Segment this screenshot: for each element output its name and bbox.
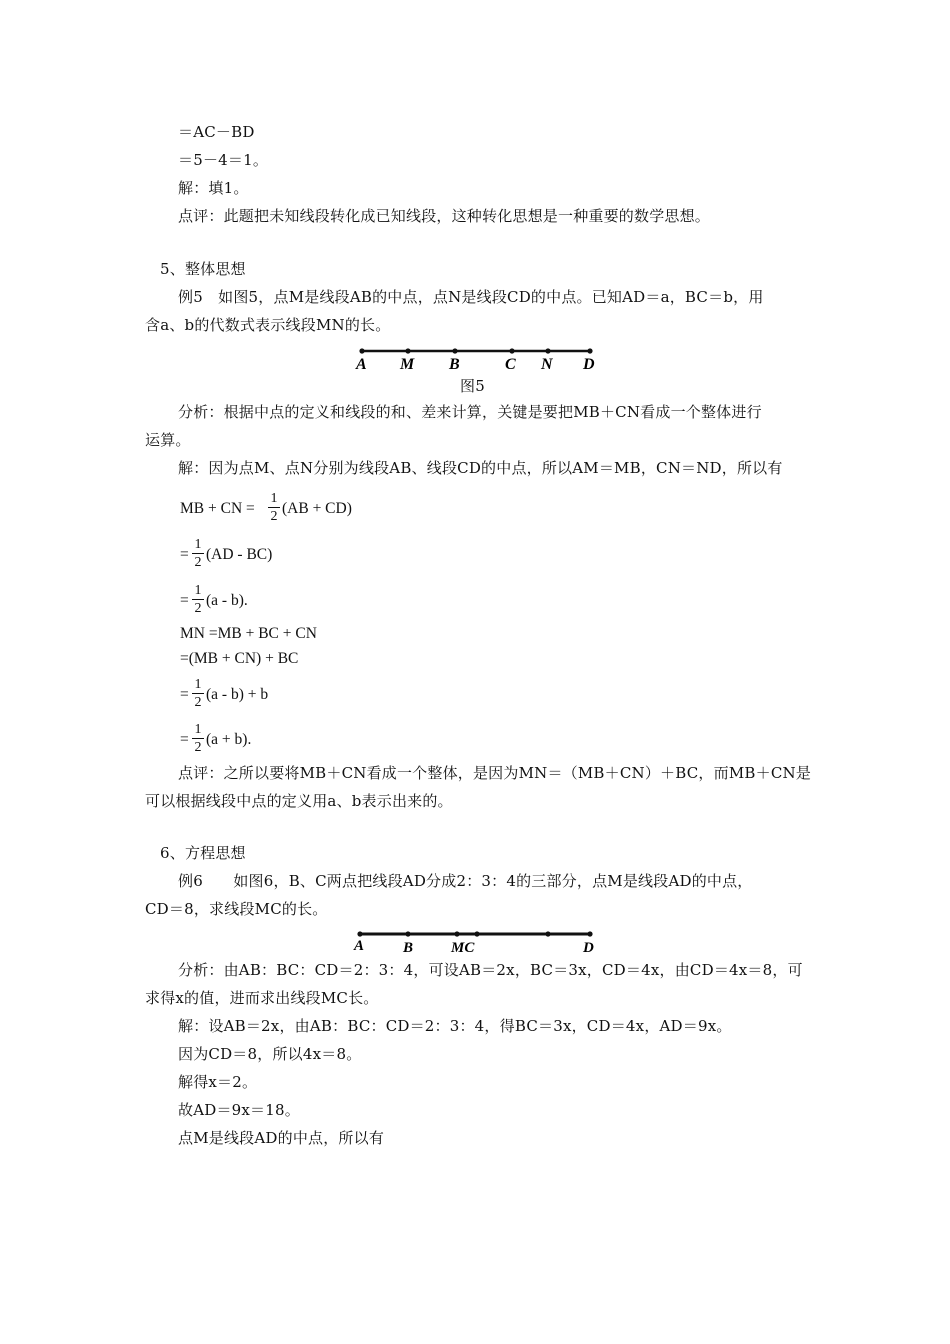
- point-b: [452, 348, 457, 353]
- equation-6-right: (a - b) + b: [206, 686, 269, 703]
- equation-3-left: =: [180, 592, 189, 609]
- label-m: M: [400, 356, 415, 373]
- label-d: D: [583, 356, 595, 373]
- point-a: [357, 931, 362, 936]
- point-c: [474, 931, 479, 936]
- point-b: [405, 931, 410, 936]
- example-text: 例5 如图5，点M是线段AB的中点，点N是线段CD的中点。已知AD＝a，BC＝b，用: [178, 288, 764, 306]
- comment-text: 可以根据线段中点的定义用a、b表示出来的。: [145, 792, 453, 810]
- equation-3-right: (a - b).: [206, 592, 248, 609]
- analysis-text: 分析：根据中点的定义和线段的和、差来计算，关键是要把MB＋CN看成一个整体进行: [178, 403, 762, 421]
- denominator: 2: [194, 740, 202, 755]
- text-line: 解：填1。: [178, 179, 249, 197]
- numerator: 1: [194, 537, 202, 552]
- text-line: ＝5－4＝1。: [178, 151, 269, 169]
- numerator: 1: [270, 491, 278, 506]
- label-b: B: [403, 940, 414, 956]
- denominator: 2: [270, 509, 278, 524]
- point-n: [545, 348, 550, 353]
- section-heading: 6、方程思想: [160, 844, 246, 862]
- fraction-one-half: [192, 677, 204, 710]
- equation-5: =(MB + CN) + BC: [180, 650, 299, 667]
- figure-caption: 图5: [460, 377, 485, 395]
- solution-text: 解：因为点M、点N分别为线段AB、线段CD的中点，所以AM＝MB，CN＝ND，所以有: [178, 459, 783, 477]
- denominator: 2: [194, 601, 202, 616]
- solution-text: 解：设AB＝2x，由AB：BC：CD＝2：3：4，得BC＝3x，CD＝4x，AD＝9x。: [178, 1017, 732, 1035]
- numerator: 1: [194, 583, 202, 598]
- fraction-one-half: [192, 722, 204, 755]
- example-text: 含a、b的代数式表示线段MN的长。: [145, 316, 391, 334]
- analysis-text: 分析：由AB：BC：CD＝2：3：4，可设AB＝2x，BC＝3x，CD＝4x，由CD＝4x＝8，可: [178, 961, 803, 979]
- point-m: [454, 931, 459, 936]
- equation-1-left: MB + CN =: [180, 500, 255, 517]
- numerator: 1: [194, 722, 202, 737]
- label-c: C: [505, 356, 516, 373]
- point-d: [587, 931, 592, 936]
- solution-text: 故AD＝9x＝18。: [178, 1101, 300, 1119]
- point-a: [359, 348, 364, 353]
- fraction-one-half: [192, 583, 204, 616]
- solution-text: 因为CD＝8，所以4x＝8。: [178, 1045, 362, 1063]
- fraction-one-half: [268, 491, 280, 524]
- solution-text: 解得x＝2。: [178, 1073, 258, 1091]
- equation-2-right: (AD - BC): [206, 546, 273, 563]
- solution-text: 点M是线段AD的中点，所以有: [178, 1129, 385, 1147]
- section-heading: 5、整体思想: [160, 260, 246, 278]
- equation-7-left: =: [180, 731, 189, 748]
- example-text: 例6 如图6，B、C两点把线段AD分成2：3：4的三部分，点M是线段AD的中点，: [178, 872, 753, 890]
- point-m: [405, 348, 410, 353]
- text-line: 点评：此题把未知线段转化成已知线段，这种转化思想是一种重要的数学思想。: [178, 207, 711, 225]
- analysis-text: 求得x的值，进而求出线段MC长。: [145, 989, 379, 1007]
- numerator: 1: [194, 677, 202, 692]
- figure-6-segment: [350, 928, 610, 956]
- equation-6-left: =: [180, 686, 189, 703]
- analysis-text: 运算。: [145, 431, 191, 449]
- fraction-one-half: [192, 537, 204, 570]
- example-text: CD＝8，求线段MC的长。: [145, 900, 328, 918]
- denominator: 2: [194, 695, 202, 710]
- label-n: N: [541, 356, 553, 373]
- label-a: A: [354, 938, 365, 954]
- equation-2-left: =: [180, 546, 189, 563]
- text-line: ＝AC－BD: [178, 123, 255, 141]
- label-b: B: [449, 356, 460, 373]
- equation-7-right: (a + b).: [206, 731, 252, 748]
- label-mc: MC: [451, 940, 475, 956]
- equation-1-right: (AB + CD): [282, 500, 352, 517]
- point-extra: [545, 931, 550, 936]
- point-d: [587, 348, 592, 353]
- equation-4: MN =MB + BC + CN: [180, 625, 317, 642]
- label-d: D: [583, 940, 594, 956]
- denominator: 2: [194, 555, 202, 570]
- comment-text: 点评：之所以要将MB＋CN看成一个整体，是因为MN＝（MB＋CN）＋BC，而MB＋CN是: [178, 764, 812, 782]
- figure-5-segment: [350, 344, 610, 374]
- label-a: A: [356, 356, 367, 373]
- point-c: [509, 348, 514, 353]
